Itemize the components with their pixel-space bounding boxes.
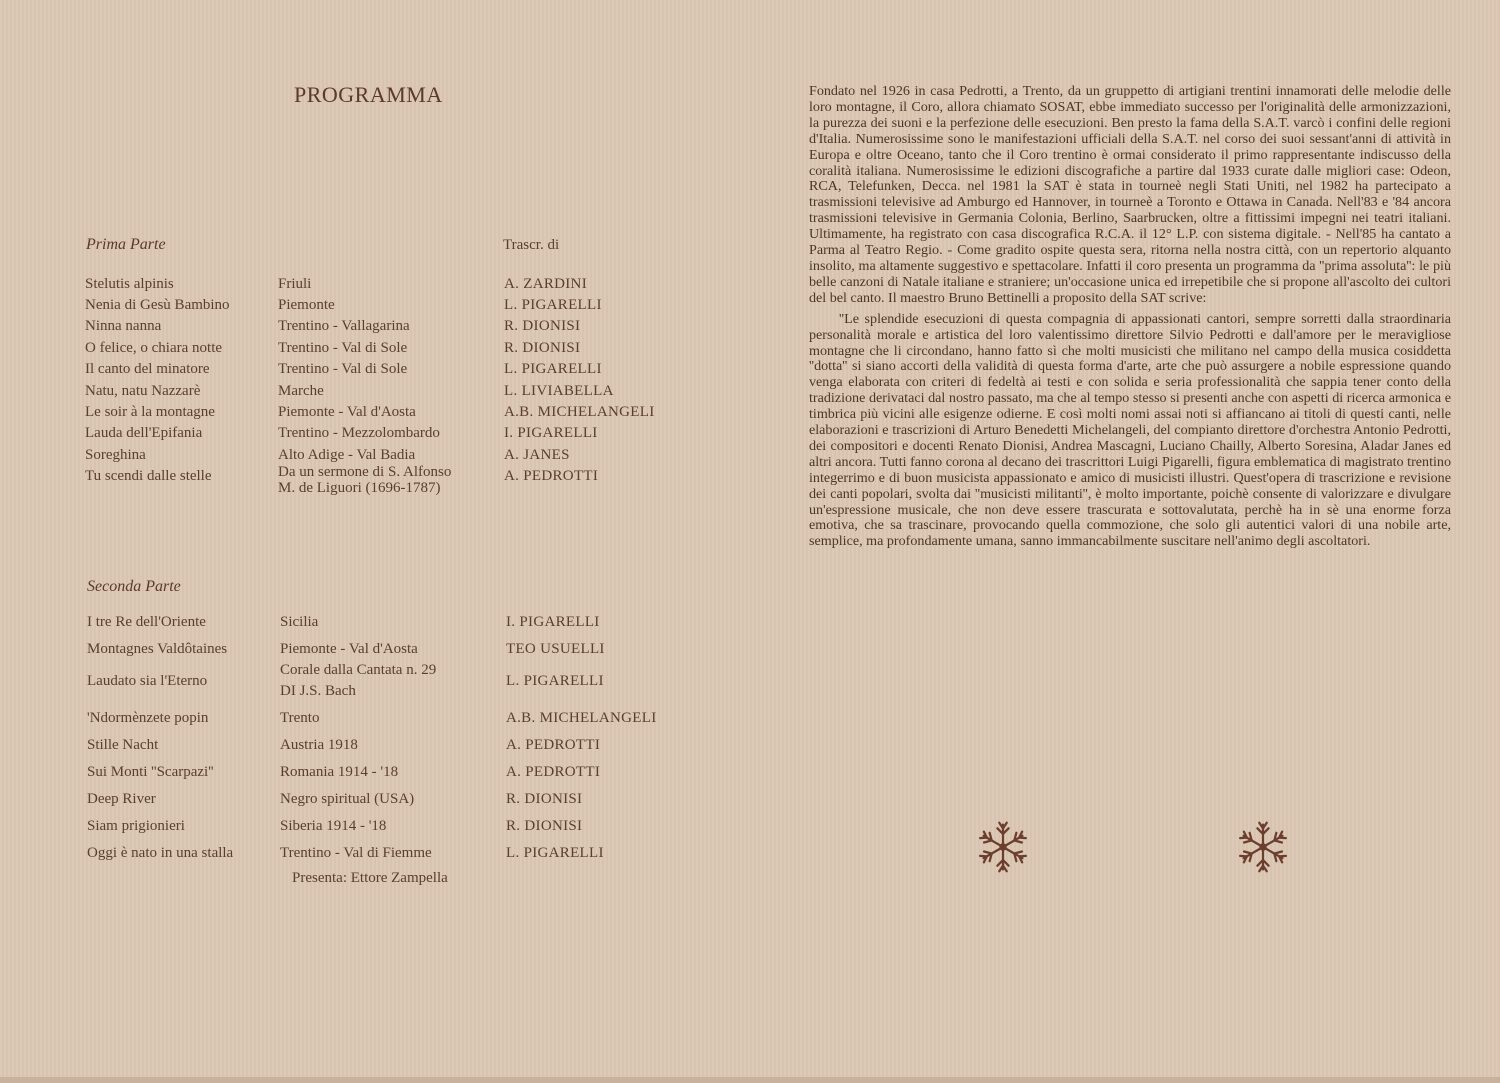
song-arranger: R. DIONISI (504, 318, 581, 334)
song-origin: Corale dalla Cantata n. 29 (280, 662, 437, 678)
song-title: I tre Re dell'Oriente (87, 614, 206, 630)
song-arranger: R. DIONISI (506, 818, 583, 834)
song-arranger: A. ZARDINI (504, 276, 587, 292)
song-title: Natu, natu Nazzarè (85, 383, 201, 399)
presenter-credit: Presenta: Ettore Zampella (292, 870, 448, 886)
song-arranger: L. PIGARELLI (504, 361, 602, 377)
song-arranger: L. PIGARELLI (506, 673, 604, 689)
trascr-label: Trascr. di (503, 237, 560, 253)
song-origin: Trento (280, 710, 320, 726)
song-origin: Friuli (278, 276, 312, 292)
song-origin: Marche (278, 383, 324, 399)
song-arranger: L. LIVIABELLA (504, 383, 614, 399)
song-arranger: R. DIONISI (504, 340, 581, 356)
song-origin: Alto Adige - Val Badia (278, 447, 416, 463)
song-origin: Trentino - Mezzolombardo (278, 425, 440, 441)
song-arranger: TEO USUELLI (506, 641, 605, 657)
song-arranger: I. PIGARELLI (504, 425, 598, 441)
song-origin: Piemonte (278, 297, 335, 313)
song-title: O felice, o chiara notte (85, 340, 223, 356)
song-origin: Piemonte - Val d'Aosta (280, 641, 418, 657)
song-origin: Negro spiritual (USA) (280, 791, 415, 807)
song-title: Stille Nacht (87, 737, 159, 753)
song-arranger: R. DIONISI (506, 791, 583, 807)
song-arranger: A.B. MICHELANGELI (504, 404, 655, 420)
song-origin: Trentino - Val di Fiemme (280, 845, 432, 861)
song-arranger: A. JANES (504, 447, 570, 463)
song-origin: Piemonte - Val d'Aosta (278, 404, 416, 420)
song-origin: Austria 1918 (280, 737, 358, 753)
song-arranger: A. PEDROTTI (506, 764, 601, 780)
song-origin: Trentino - Val di Sole (278, 340, 408, 356)
song-arranger: L. PIGARELLI (506, 845, 604, 861)
seconda-parte-heading: Seconda Parte (87, 578, 181, 595)
song-title: Laudato sia l'Eterno (87, 673, 208, 689)
song-title: Siam prigionieri (87, 818, 185, 834)
snowflake-icon (975, 819, 1031, 880)
song-title: 'Ndormènzete popin (87, 710, 209, 726)
song-title: Tu scendi dalle stelle (85, 468, 212, 484)
song-title: Ninna nanna (85, 318, 162, 334)
prima-parte-heading: Prima Parte (86, 236, 166, 253)
song-arranger: A. PEDROTTI (506, 737, 601, 753)
song-origin: Trentino - Vallagarina (278, 318, 410, 334)
song-arranger: A. PEDROTTI (504, 468, 599, 484)
song-title: Sui Monti ''Scarpazi'' (87, 764, 214, 780)
song-origin: Trentino - Val di Sole (278, 361, 408, 377)
song-title: Stelutis alpinis (85, 276, 174, 292)
song-title: Deep River (87, 791, 156, 807)
page-bottom-edge (0, 1077, 1500, 1083)
bettinelli-quote: ''Le splendide esecuzioni di questa compagnia di appassionati cantori, sempre sorretti dalla straordinaria personalità morale e artistica del loro valentissimo direttore Silvio Pedrotti e dall'amore per le meravigliose montagne che li circondano, hanno fatto sì che molti musicisti che militano nel campo della musica cosiddetta ''dotta'' si siano accorti della validità di questa forma d'arte, arte che può assurgere a nobile espressione quando venga elaborata con criteri di fedeltà ai testi e con solida e seria professionalità che sappia tener conto della tradizione derivataci dal nostro passato, ma che al tempo stesso si presenti anche con aspetti di ricerca armonica e timbrica più vicini alle esigenze odierne. E così molti nomi assai noti si affiancano ai titoli di questi canti, nelle elaborazioni e trascrizioni di Arturo Benedetti Michelangeli, del compianto direttore d'orchestra Antonio Pedrotti, dei compositori e docenti Renato Dionisi, Andrea Mascagni, Luciano Chailly, Alberto Soresina, Aladar Janes ed altri ancora. Tutti fanno corona al decano dei trascrittori Luigi Pigarelli, figura emblematica di magistrato trentino integerrimo e di buon musicista appassionato e amico di musicisti illustri. Quest'opera di trascrizione e revisione dei canti popolari, svolta dai ''musicisti militanti'', è molto importante, poichè consente di valorizzare e divulgare un'espressione musicale, che non deve essere trascurata e sottovalutata, perchè ha in sè una enorme forza emotiva, che sa trascinare, provocando quella commozione, che solo gli autentici valori di una nobile arte, semplice, ma profondamente umana, sanno immancabilmente suscitare nell'animo degli ascoltatori. (809, 310, 1451, 550)
history-intro: Fondato nel 1926 in casa Pedrotti, a Trento, da un gruppetto di artigiani trentini innamorati delle melodie delle loro montagne, il Coro, allora chiamato SOSAT, ebbe immediato successo per l'originalità delle armonizzazioni, la purezza dei suoni e la perfezione delle esecuzioni. Ben presto la fama della S.A.T. varcò i confini delle regioni d'Italia. Numerosissime sono le manifestazioni ufficiali della S.A.T. nel corso dei suoi sessant'anni di attività in Europa e oltre Oceano, tanto che il Coro trentino è ormai considerato il primo rappresentante indiscusso della coralità italiana. Numerosissime le edizioni discografiche a partire dal 1933 curate dalle migliori case: Odeon, RCA, Telefunken, Decca. nel 1981 la SAT è stata in tourneè negli Stati Uniti, nel 1982 ha partecipato a trasmissioni televisive ad Amburgo ed Hannover, in tourneè a Toronto e Ottawa in Canada. Nell'83 e '84 ancora trasmissioni televisive in Germania Colonia, Berlino, Saarbrucken, oltre a fittissimi impegni nei teatri italiani. Ultimamente, ha registrato con casa discografica R.C.A. il 12° L.P. con sistema digitale. - Nell'85 ha cantato a Parma al Teatro Regio. - Come gradito ospite questa sera, ritorna nella nostra città, con un repertorio alquanto insolito, ma altamente suggestivo e spettacolare. Infatti il coro presenta un programma da ''prima assoluta'': le più belle canzoni di Natale italiane e straniere; un'occasione unica ed irrepetibile che si propone all'ascolto dei cultori del bel canto. Il maestro Bruno Bettinelli a proposito della SAT scrive: (809, 83, 1451, 306)
history-text (809, 84, 1451, 550)
page-title: PROGRAMMA (294, 82, 443, 107)
song-arranger: A.B. MICHELANGELI (506, 710, 657, 726)
song-origin-line2: DI J.S. Bach (280, 683, 356, 699)
song-arranger: L. PIGARELLI (504, 297, 602, 313)
snowflake-icon (1235, 819, 1291, 880)
song-origin: Siberia 1914 - '18 (280, 818, 387, 834)
song-title: Montagnes Valdôtaines (87, 641, 228, 657)
song-origin-line2: M. de Liguori (1696-1787) (278, 480, 441, 496)
song-title: Il canto del minatore (85, 361, 210, 377)
song-origin: Sicilia (280, 614, 319, 630)
song-title: Lauda dell'Epifania (85, 425, 203, 441)
song-title: Oggi è nato in una stalla (87, 845, 234, 861)
song-origin: Romania 1914 - '18 (280, 764, 399, 780)
song-title: Nenia di Gesù Bambino (85, 297, 230, 313)
song-origin: Da un sermone di S. Alfonso (278, 464, 452, 480)
song-title: Soreghina (85, 447, 146, 463)
song-arranger: I. PIGARELLI (506, 614, 600, 630)
song-title: Le soir à la montagne (85, 404, 215, 420)
